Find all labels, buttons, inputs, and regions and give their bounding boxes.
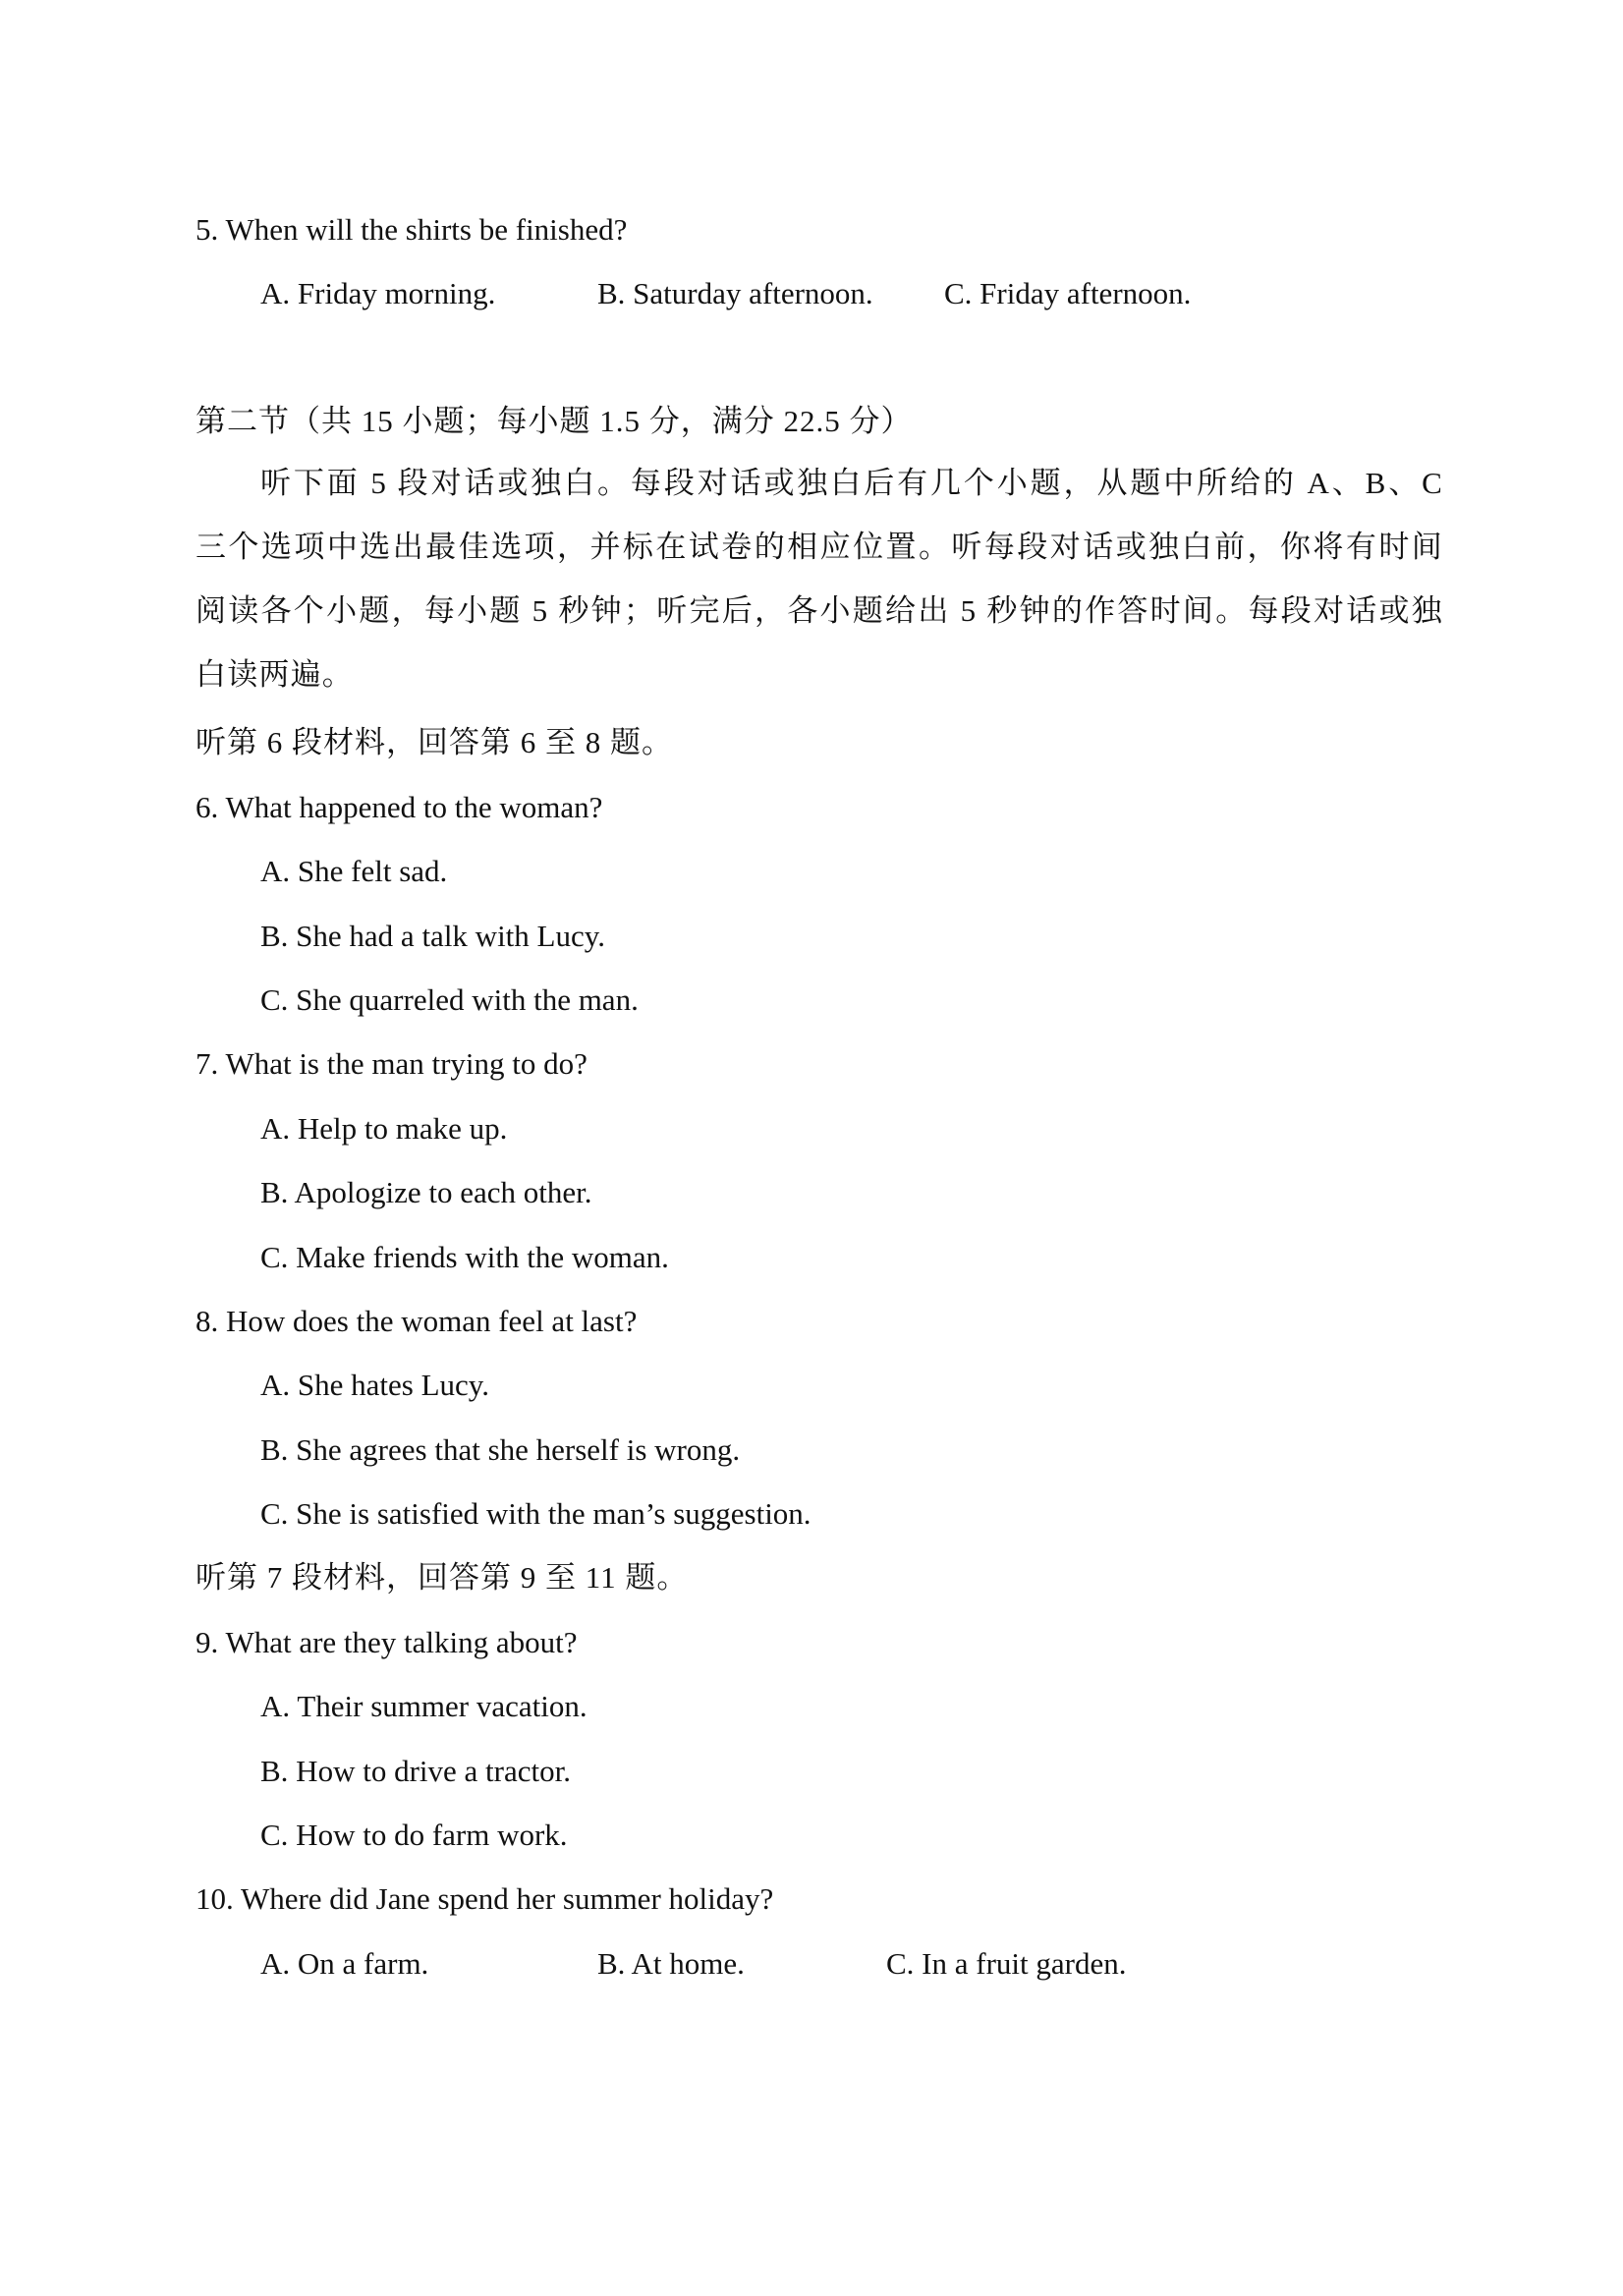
question-10-stem: 10. Where did Jane spend her summer holiday? [196,1881,774,1916]
question-8-option-b: B. She agrees that she herself is wrong. [260,1432,741,1467]
question-8-stem: 8. How does the woman feel at last? [196,1304,638,1338]
question-6-option-a: A. She felt sad. [260,854,448,888]
question-10-option-b: B. At home. [597,1946,745,1981]
question-9-option-c: C. How to do farm work. [260,1818,568,1852]
question-7-option-c: C. Make friends with the woman. [260,1240,669,1274]
question-9-stem: 9. What are they talking about? [196,1625,578,1659]
question-7-option-b: B. Apologize to each other. [260,1175,592,1209]
question-7-option-a: A. Help to make up. [260,1111,508,1146]
question-10-option-c: C. In a fruit garden. [886,1946,1127,1981]
question-5-option-b: B. Saturday afternoon. [597,276,873,310]
instructions-line-1: 听下面 5 段对话或独白。每段对话或独白后有几个小题，从题中所给的 A、B、C [260,466,1443,500]
question-5-option-c: C. Friday afternoon. [944,276,1192,310]
question-5-stem: 5. When will the shirts be finished? [196,212,628,247]
material-6-header: 听第 6 段材料，回答第 6 至 8 题。 [196,725,673,759]
instructions-line-2: 三个选项中选出最佳选项，并标在试卷的相应位置。听每段对话或独白前，你将有时间 [196,530,1443,564]
question-7-stem: 7. What is the man trying to do? [196,1046,588,1081]
question-6-option-b: B. She had a talk with Lucy. [260,919,605,953]
question-6-option-c: C. She quarreled with the man. [260,982,639,1017]
question-8-option-c: C. She is satisfied with the man’s suggestion. [260,1496,812,1531]
question-5-option-a: A. Friday morning. [260,276,496,310]
question-6-stem: 6. What happened to the woman? [196,790,603,824]
instructions-line-3: 阅读各个小题，每小题 5 秒钟；听完后，各小题给出 5 秒钟的作答时间。每段对话或独 [196,593,1443,628]
section-heading: 第二节（共 15 小题；每小题 1.5 分，满分 22.5 分） [196,404,913,438]
question-8-option-a: A. She hates Lucy. [260,1368,490,1402]
question-9-option-b: B. How to drive a tractor. [260,1754,571,1788]
question-10-option-a: A. On a farm. [260,1946,429,1981]
material-7-header: 听第 7 段材料，回答第 9 至 11 题。 [196,1560,689,1595]
question-9-option-a: A. Their summer vacation. [260,1689,588,1723]
instructions-line-4: 白读两遍。 [196,657,354,692]
